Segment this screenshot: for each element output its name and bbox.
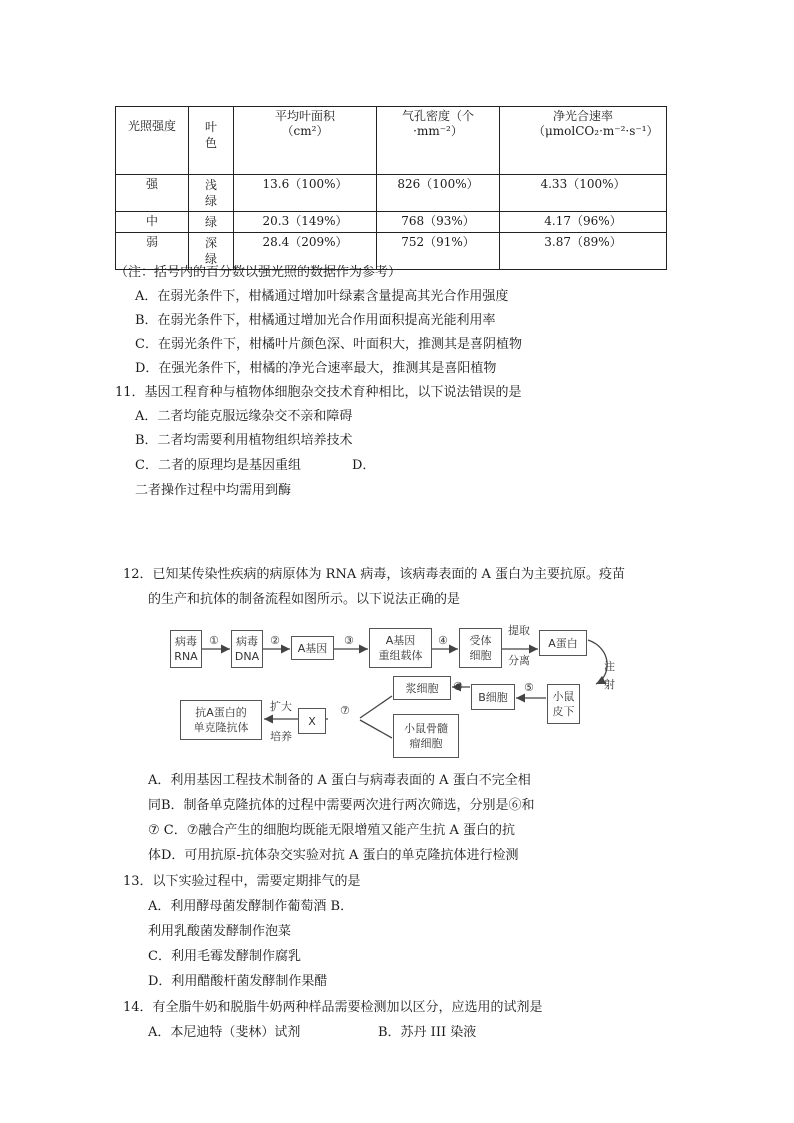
- header-color: 叶色: [189, 107, 234, 175]
- q10-option-d: D．在强光条件下，柑橘的净光合速率最大，推测其是喜阳植物: [135, 361, 497, 376]
- box-mouse: 小鼠 皮下: [547, 684, 580, 724]
- q11-stem: 11．基因工程育种与植物体细胞杂交技术育种相比，以下说法错误的是: [115, 385, 522, 400]
- box-b-cell: B细胞: [471, 684, 515, 710]
- cell-light: 弱: [116, 233, 189, 270]
- box-host-cell: 受体 细胞: [459, 628, 502, 668]
- cell-stomata: 768（93%）: [377, 212, 500, 233]
- table-row: [116, 175, 667, 212]
- data-table: [115, 106, 667, 270]
- cell-color: 绿: [189, 212, 234, 233]
- inject-label-2: 射: [604, 678, 615, 691]
- step-6-label: ⑥: [453, 680, 463, 693]
- q10-option-c: C．在弱光条件下，柑橘叶片颜色深、叶面积大，推测其是喜阴植物: [135, 337, 522, 352]
- header-rate: 净光合速率（μmolCO₂·m⁻²·s⁻¹）: [500, 107, 667, 175]
- box-monoclonal-antibody: 抗A蛋白的 单克隆抗体: [180, 700, 262, 740]
- step-1-label: ①: [209, 634, 219, 647]
- cell-color: 浅绿: [189, 175, 234, 212]
- expand-label-2: 培养: [270, 730, 292, 743]
- box-recombinant-vector: A基因 重组载体: [369, 628, 432, 668]
- q12-stem-line1: 12．已知某传染性疾病的病原体为 RNA 病毒，该病毒表面的 A 蛋白为主要抗原。疫苗: [123, 567, 626, 582]
- q13-option-b-text: 利用乳酸菌发酵制作泡菜: [148, 924, 292, 939]
- inject-label-1: 注: [604, 660, 615, 673]
- cell-rate: 3.87（89%）: [500, 233, 667, 270]
- flow-diagram: [160, 618, 640, 768]
- cell-color: 深绿: [189, 233, 234, 270]
- step-4-label: ④: [438, 634, 448, 647]
- q12-stem-line2: 的生产和抗体的制备流程如图所示。以下说法正确的是: [148, 592, 461, 607]
- q12-option-line4: 体D．可用抗原-抗体杂交实验对抗 A 蛋白的单克隆抗体进行检测: [148, 848, 519, 863]
- q11-option-a: A．二者均能克服远缘杂交不亲和障碍: [135, 409, 353, 424]
- cell-light: 中: [116, 212, 189, 233]
- cell-stomata: 752（91%）: [377, 233, 500, 270]
- step-7-label: ⑦: [340, 704, 350, 717]
- q10-option-a: A．在弱光条件下，柑橘通过增加叶绿素含量提高其光合作用强度: [135, 289, 509, 304]
- cell-area: 28.4（209%）: [234, 233, 377, 270]
- q11-option-d-text: 二者操作过程中均需用到酶: [135, 483, 292, 498]
- expand-label-1: 扩大: [270, 700, 292, 713]
- q14-option-b: B．苏丹 III 染液: [378, 1025, 477, 1040]
- cell-light: 强: [116, 175, 189, 212]
- q12-option-line3: ⑦ C．⑦融合产生的细胞均既能无限增殖又能产生抗 A 蛋白的抗: [148, 823, 516, 838]
- box-myeloma-cell: 小鼠骨髓 瘤细胞: [393, 714, 459, 758]
- cell-area: 13.6（100%）: [234, 175, 377, 212]
- q14-option-a: A．本尼迪特（斐林）试剂: [148, 1025, 301, 1040]
- q13-option-c: C．利用毛霉发酵制作腐乳: [148, 949, 301, 964]
- q13-option-ab: A．利用酵母菌发酵制作葡萄酒 B．: [148, 899, 354, 914]
- q13-stem: 13．以下实验过程中，需要定期排气的是: [123, 874, 361, 889]
- box-virus-rna: 病毒 RNA: [170, 630, 202, 668]
- q11-option-b: B．二者均需要利用植物组织培养技术: [135, 433, 353, 448]
- q10-option-b: B．在弱光条件下，柑橘通过增加光合作用面积提高光能利用率: [135, 313, 496, 328]
- box-virus-dna: 病毒 DNA: [231, 630, 263, 668]
- header-stomata: 气孔密度（个·mm⁻²）: [377, 107, 500, 175]
- q11-option-c: C．二者的原理均是基因重组: [135, 458, 301, 473]
- header-light: 光照强度: [116, 107, 189, 175]
- q14-stem: 14．有全脂牛奶和脱脂牛奶两种样品需要检测加以区分，应选用的试剂是: [123, 1000, 543, 1015]
- cell-rate: 4.33（100%）: [500, 175, 667, 212]
- step-2-label: ②: [270, 634, 280, 647]
- table-row: [116, 212, 667, 233]
- q12-option-line1: A．利用基因工程技术制备的 A 蛋白与病毒表面的 A 蛋白不完全相: [148, 773, 531, 788]
- step-5-label: ⑤: [524, 681, 534, 694]
- cell-stomata: 826（100%）: [377, 175, 500, 212]
- header-area: 平均叶面积（cm²）: [234, 107, 377, 175]
- q13-option-d: D．利用醋酸杆菌发酵制作果醋: [148, 974, 328, 989]
- cell-rate: 4.17（96%）: [500, 212, 667, 233]
- extract-label-1: 提取: [508, 624, 530, 637]
- cell-area: 20.3（149%）: [234, 212, 377, 233]
- table-note: （注：括号内的百分数以强光照的数据作为参考）: [115, 265, 402, 280]
- box-gene-a: A基因: [291, 636, 334, 660]
- box-x: X: [298, 708, 326, 734]
- box-plasma-cell: 浆细胞: [393, 676, 451, 700]
- q12-option-line2: 同B．制备单克隆抗体的过程中需要两次进行两次筛选，分别是⑥和: [148, 798, 535, 813]
- box-protein-a: A蛋白: [539, 630, 587, 656]
- extract-label-2: 分离: [508, 654, 530, 667]
- q11-option-d-label: D．: [352, 458, 376, 473]
- step-3-label: ③: [344, 634, 354, 647]
